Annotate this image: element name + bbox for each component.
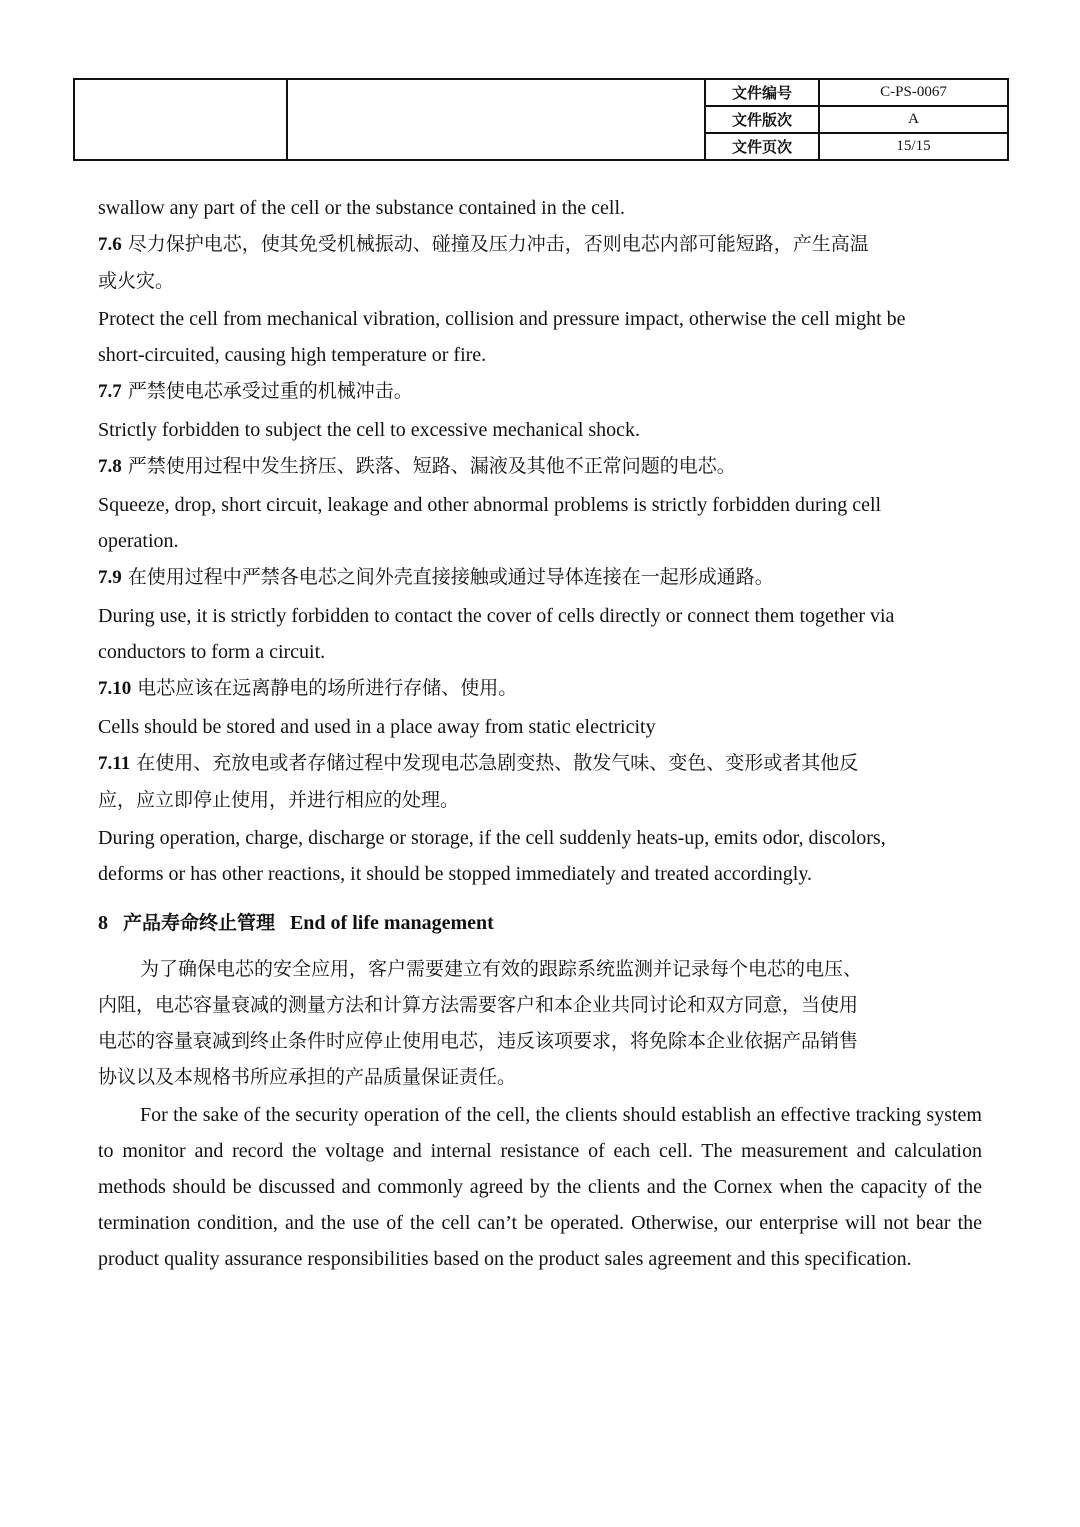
- clause-7-8: [98, 448, 982, 559]
- clause-zh-text: 在使用过程中严禁各电芯之间外壳直接接触或通过导体连接在一起形成通路。: [127, 566, 774, 588]
- clause-en-text: Cells should be stored and used in a place away from static electricity: [98, 716, 656, 738]
- clause-en-text: Squeeze, drop, short circuit, leakage and other abnormal problems is strictly forbidden during cell: [98, 494, 882, 516]
- clause-7-7: [98, 373, 982, 448]
- clause-zh-text: 尽力保护电芯，使其免受机械振动、碰撞及压力冲击，否则电芯内部可能短路，产生高温: [127, 233, 869, 255]
- document-body: [98, 190, 982, 1277]
- paragraph-line: 协议以及本规格书所应承担的产品质量保证责任。: [98, 1066, 517, 1088]
- doc-version-label: 文件版次: [705, 106, 819, 133]
- clause-en-text: Protect the cell from mechanical vibration, collision and pressure impact, otherwise the cell might be: [98, 308, 906, 330]
- doc-page-label: 文件页次: [705, 133, 819, 160]
- section-8-heading: [98, 904, 982, 941]
- clause-7-9: [98, 559, 982, 670]
- clause-en-text: During use, it is strictly forbidden to contact the cover of cells directly or connect them together via: [98, 605, 895, 627]
- continuation-text: swallow any part of the cell or the substance contained in the cell.: [98, 197, 626, 219]
- clause-7-11: [98, 745, 982, 892]
- header-row: [74, 79, 1008, 106]
- doc-number-value: C-PS-0067: [819, 79, 1008, 106]
- clause-zh-text: 严禁使用过程中发生挤压、跌落、短路、漏液及其他不正常问题的电芯。: [127, 455, 736, 477]
- logo-cell: [74, 79, 287, 160]
- clause-en-text: operation.: [98, 530, 179, 552]
- clause-number: 7.6: [98, 234, 122, 255]
- paragraph-line: 内阻，电芯容量衰减的测量方法和计算方法需要客户和本企业共同讨论和双方同意，当使用: [98, 994, 859, 1016]
- clause-en-text: short-circuited, causing high temperature or fire.: [98, 344, 487, 366]
- clause-number: 7.8: [98, 456, 122, 477]
- clause-number: 7.7: [98, 381, 122, 402]
- clause-zh-text: 在使用、充放电或者存储过程中发现电芯急剧变热、散发气味、变色、变形或者其他反: [136, 752, 859, 774]
- clause-zh-text: 严禁使电芯承受过重的机械冲击。: [127, 380, 413, 402]
- paragraph-line: 为了确保电芯的安全应用，客户需要建立有效的跟踪系统监测并记录每个电芯的电压、: [140, 958, 863, 980]
- clause-en-text: deforms or has other reactions, it should be stopped immediately and treated accordingly.: [98, 863, 813, 885]
- title-cell: [287, 79, 705, 160]
- clause-zh-text: 电芯应该在远离静电的场所进行存储、使用。: [137, 677, 518, 699]
- clause-7-6: [98, 226, 982, 373]
- doc-number-label: 文件编号: [705, 79, 819, 106]
- paragraph-line: 电芯的容量衰减到终止条件时应停止使用电芯，违反该项要求，将免除本企业依据产品销售: [98, 1030, 859, 1052]
- clause-en-text: During operation, charge, discharge or storage, if the cell suddenly heats-up, emits odor, discolors,: [98, 827, 886, 849]
- clause-7-10: [98, 670, 982, 745]
- clause-number: 7.9: [98, 567, 122, 588]
- section-number: 8: [98, 912, 108, 934]
- section-title-en: End of life management: [289, 912, 494, 934]
- section-title-zh: 产品寿命终止管理: [122, 912, 275, 934]
- doc-page-value: 15/15: [819, 133, 1008, 160]
- clause-en-text: Strictly forbidden to subject the cell to excessive mechanical shock.: [98, 419, 641, 441]
- section-8-para-en: For the sake of the security operation of the cell, the clients should establish an effective tracking system to monitor and record the voltage and internal resistance of each cell. The measurement and calculation methods should be discussed and commonly agreed by the clients and the Cornex when the capacity of the termination condition, and the use of the cell can’t be operated. Otherwise, our enterprise will not bear the product quality assurance responsibilities based on the product sales agreement and this specification.: [98, 1104, 982, 1270]
- document-header-table: [73, 78, 1009, 161]
- clause-en-text: conductors to form a circuit.: [98, 641, 326, 663]
- clause-number: 7.10: [98, 678, 132, 699]
- section-8-para-zh: [98, 951, 982, 1095]
- doc-version-value: A: [819, 106, 1008, 133]
- clause-number: 7.11: [98, 753, 131, 774]
- clause-zh-text: 应，应立即停止使用，并进行相应的处理。: [98, 789, 460, 811]
- clause-zh-text: 或火灾。: [98, 270, 175, 292]
